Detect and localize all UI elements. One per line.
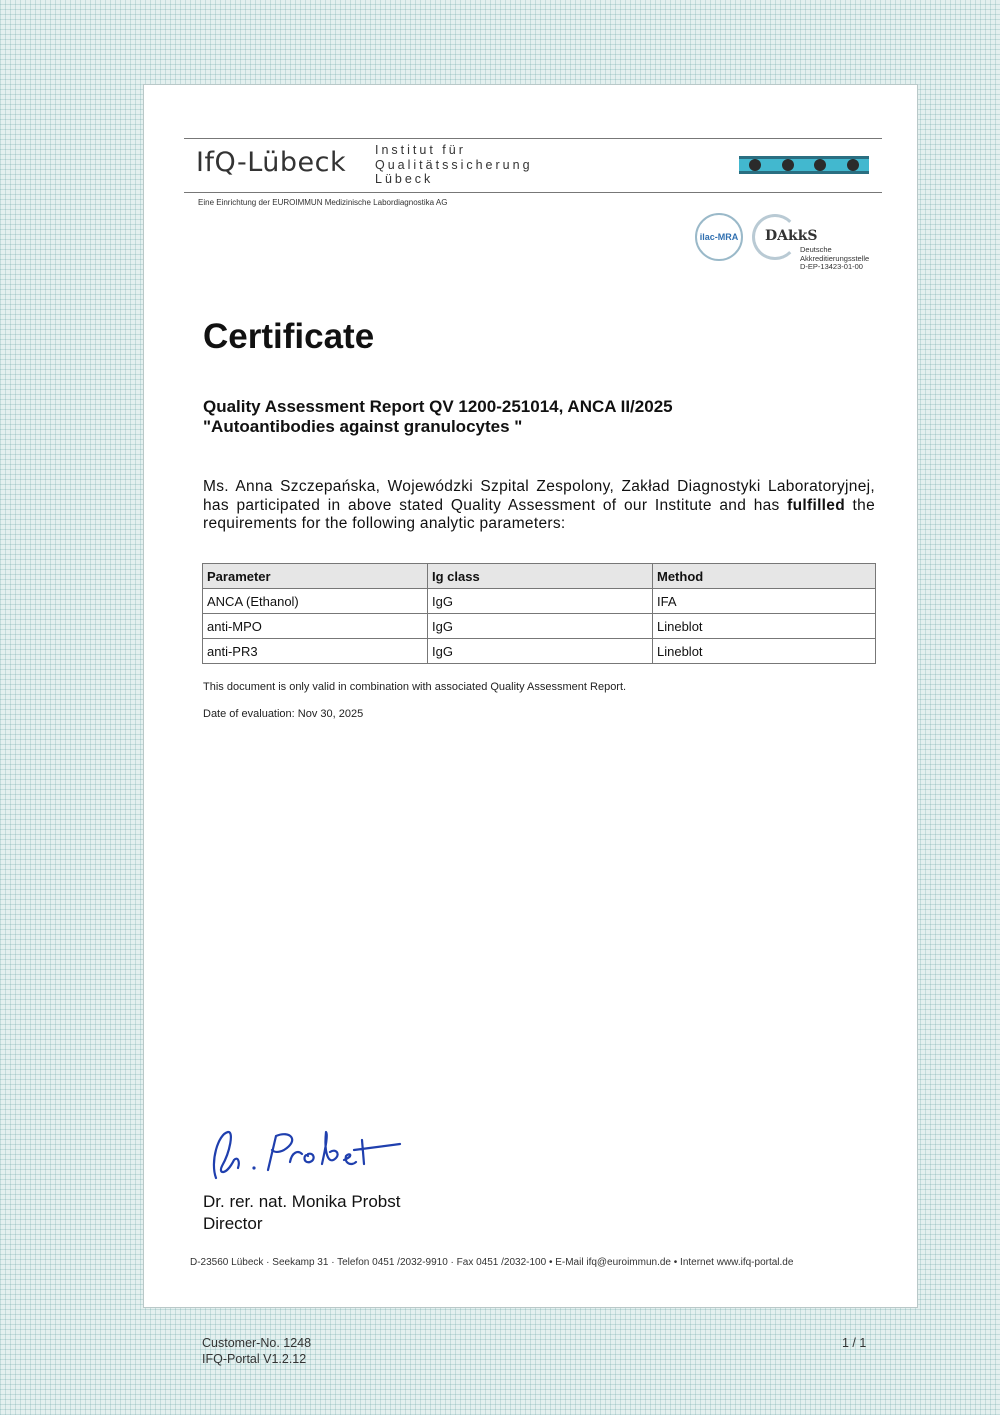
dakks-line: D-EP-13423-01-00: [800, 262, 863, 271]
certificate-page: [143, 84, 918, 1308]
table-cell: ANCA (Ethanol): [203, 589, 428, 614]
signer-role: Director: [203, 1214, 263, 1233]
table-cell: IgG: [428, 614, 653, 639]
table-header-row: [203, 564, 876, 589]
table-cell: Lineblot: [653, 639, 876, 664]
table-cell: IgG: [428, 639, 653, 664]
institute-line: Institut für: [375, 143, 466, 157]
validity-note: This document is only valid in combination with associated Quality Assessment Report.: [203, 681, 627, 693]
header-top-rule: [184, 138, 882, 139]
report-line-1: Quality Assessment Report QV 1200-251014, ANCA II/2025: [203, 397, 673, 416]
table-cell: IgG: [428, 589, 653, 614]
dakks-logo: DAkkS: [765, 228, 818, 244]
ifq-logo: IfQ-Lübeck: [196, 147, 347, 178]
handwritten-signature: [204, 1122, 404, 1192]
footer-contact: D-23560 Lübeck · Seekamp 31 · Telefon 0451 /2032-9910 · Fax 0451 /2032-100 • E-Mail ifq@euroimmun.de • Internet www.ifq-portal.de: [190, 1257, 794, 1268]
column-header: Method: [653, 564, 876, 589]
table-row: [203, 614, 876, 639]
certificate-statement: [203, 478, 875, 534]
page-number: 1 / 1: [842, 1336, 867, 1350]
customer-number: Customer-No. 1248: [202, 1336, 312, 1350]
report-heading: [203, 397, 673, 437]
dakks-line: Deutsche: [800, 245, 832, 254]
institute-name: [375, 143, 533, 187]
table-cell: anti-PR3: [203, 639, 428, 664]
certificate-title: Certificate: [203, 317, 375, 356]
parameters-table: [202, 563, 876, 664]
statement-text: Ms. Anna Szczepańska, Wojewódzki Szpital Zespolony, Zakład Diagnostyki Laboratoryjnej, has participated in above stated Quality Assessment of our Institute and has: [203, 478, 875, 514]
signer-block: [203, 1191, 400, 1235]
header-bottom-rule: [184, 192, 882, 193]
document-meta: [202, 1335, 311, 1367]
table-cell: IFA: [653, 589, 876, 614]
statement-emphasis: fulfilled: [787, 496, 845, 514]
institute-line: Qualitätssicherung: [375, 157, 533, 172]
table-row: [203, 639, 876, 664]
column-header: Parameter: [203, 564, 428, 589]
portal-version: IFQ-Portal V1.2.12: [202, 1352, 307, 1366]
ifq-strip-logo-icon: [739, 156, 869, 174]
table-cell: anti-MPO: [203, 614, 428, 639]
dakks-details: [800, 246, 869, 272]
institute-subline: Eine Einrichtung der EUROIMMUN Medizinische Labordiagnostika AG: [198, 198, 448, 207]
evaluation-date: Date of evaluation: Nov 30, 2025: [203, 708, 364, 720]
table-row: [203, 589, 876, 614]
statement-text-end: the requirements for the following analytic parameters:: [203, 496, 875, 532]
ilac-mra-seal-icon: ilac-MRA: [695, 213, 743, 261]
table-cell: Lineblot: [653, 614, 876, 639]
institute-line: Lübeck: [375, 172, 434, 186]
dakks-line: Akkreditierungsstelle: [800, 253, 870, 263]
report-line-2: "Autoantibodies against granulocytes ": [203, 417, 523, 436]
signer-name: Dr. rer. nat. Monika Probst: [203, 1192, 401, 1211]
column-header: Ig class: [428, 564, 653, 589]
